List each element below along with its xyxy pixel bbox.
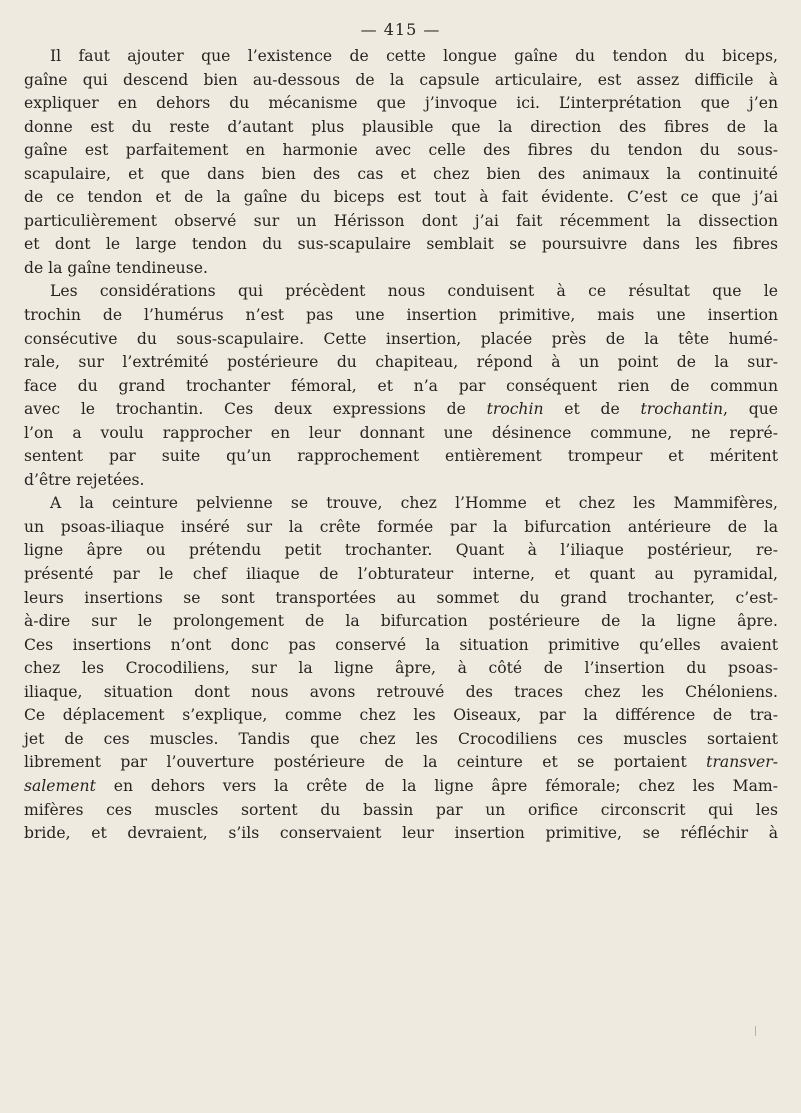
text-line: salement en dehors vers la crête de la ligne âpre fémorale; chez les Mam- (24, 776, 778, 795)
page-number: — 415 — (360, 20, 441, 39)
text-line: et dont le large tendon du sus-scapulaire semblait se poursuivre dans les fibres (24, 235, 778, 254)
text-line: gaîne est parfaitement en harmonie avec celle des fibres du tendon du sous- (24, 141, 778, 160)
text-line: leurs insertions se sont transportées au sommet du grand trochanter, c’est- (24, 588, 778, 607)
text-line: particulièrement observé sur un Hérisson dont j’ai fait récemment la dissection (24, 211, 778, 230)
text-line: librement par l’ouverture postérieure de la ceinture et se portaient transver- (24, 753, 778, 772)
italic-term: salement (24, 776, 96, 795)
text-line: ligne âpre ou prétendu petit trochanter. Quant à l’iliaque postérieur, re- (24, 541, 778, 560)
italic-term: trochantin (640, 400, 724, 419)
text-line: A la ceinture pelvienne se trouve, chez l’Homme et chez les Mammifères, (50, 494, 778, 513)
text-line: donne est du reste d’autant plus plausible que la direction des fibres de la (24, 117, 778, 136)
text-line: d’être rejetées. (24, 470, 145, 489)
text-line: consécutive du sous-scapulaire. Cette insertion, placée près de la tête humé- (24, 329, 778, 348)
text-line: à-dire sur le prolongement de la bifurcation postérieure de la ligne âpre. (24, 612, 778, 631)
paragraph (24, 45, 778, 280)
text-line: Il faut ajouter que l’existence de cette longue gaîne du tendon du biceps, (50, 47, 778, 65)
body-text (24, 45, 778, 846)
paragraph (24, 492, 778, 845)
text-line: Ces insertions n’ont donc pas conservé la situation primitive qu’elles avaient (24, 635, 778, 654)
text-line: de ce tendon et de la gaîne du biceps est tout à fait évidente. C’est ce que j’ai (24, 188, 778, 207)
text-line: avec le trochantin. Ces deux expressions de trochin et de trochantin, que (24, 400, 778, 419)
text-line: sentent par suite qu’un rapprochement entièrement trompeur et méritent (24, 447, 778, 466)
text-line: scapulaire, et que dans bien des cas et chez bien des animaux la continuité (24, 164, 778, 183)
text-line: expliquer en dehors du mécanisme que j’invoque ici. L’interprétation que j’en (24, 94, 778, 113)
text-line: un psoas-iliaque inséré sur la crête formée par la bifurcation antérieure de la (24, 517, 778, 536)
italic-term: trochin (486, 400, 544, 419)
text-line: trochin de l’humérus n’est pas une insertion primitive, mais une insertion (24, 306, 778, 325)
text-line: de la gaîne tendineuse. (24, 258, 208, 277)
text-line: iliaque, situation dont nous avons retrouvé des traces chez les Chéloniens. (24, 682, 778, 701)
text-line: Ce déplacement s’explique, comme chez les Oiseaux, par la différence de tra- (24, 706, 778, 725)
text-line: gaîne qui descend bien au-dessous de la capsule articulaire, est assez difficile à (24, 70, 778, 89)
text-line: Les considérations qui précèdent nous conduisent à ce résultat que le (50, 282, 778, 301)
text-line: l’on a voulu rapprocher en leur donnant une désinence commune, ne repré- (24, 423, 778, 442)
text-line: mifères ces muscles sortent du bassin par un orifice circonscrit qui les (24, 800, 778, 819)
paper-mark (755, 1026, 756, 1036)
italic-term: transver- (706, 753, 778, 772)
text-line: présenté par le chef iliaque de l’obturateur interne, et quant au pyramidal, (24, 565, 778, 584)
text-line: bride, et devraient, s’ils conservaient leur insertion primitive, se réfléchir à (24, 824, 778, 843)
text-line: face du grand trochanter fémoral, et n’a par conséquent rien de commun (24, 376, 778, 395)
text-line: jet de ces muscles. Tandis que chez les Crocodiliens ces muscles sortaient (24, 729, 778, 748)
text-line: rale, sur l’extrémité postérieure du chapiteau, répond à un point de la sur- (24, 353, 778, 372)
paragraph (24, 280, 778, 492)
text-line: chez les Crocodiliens, sur la ligne âpre, à côté de l’insertion du psoas- (24, 659, 778, 678)
